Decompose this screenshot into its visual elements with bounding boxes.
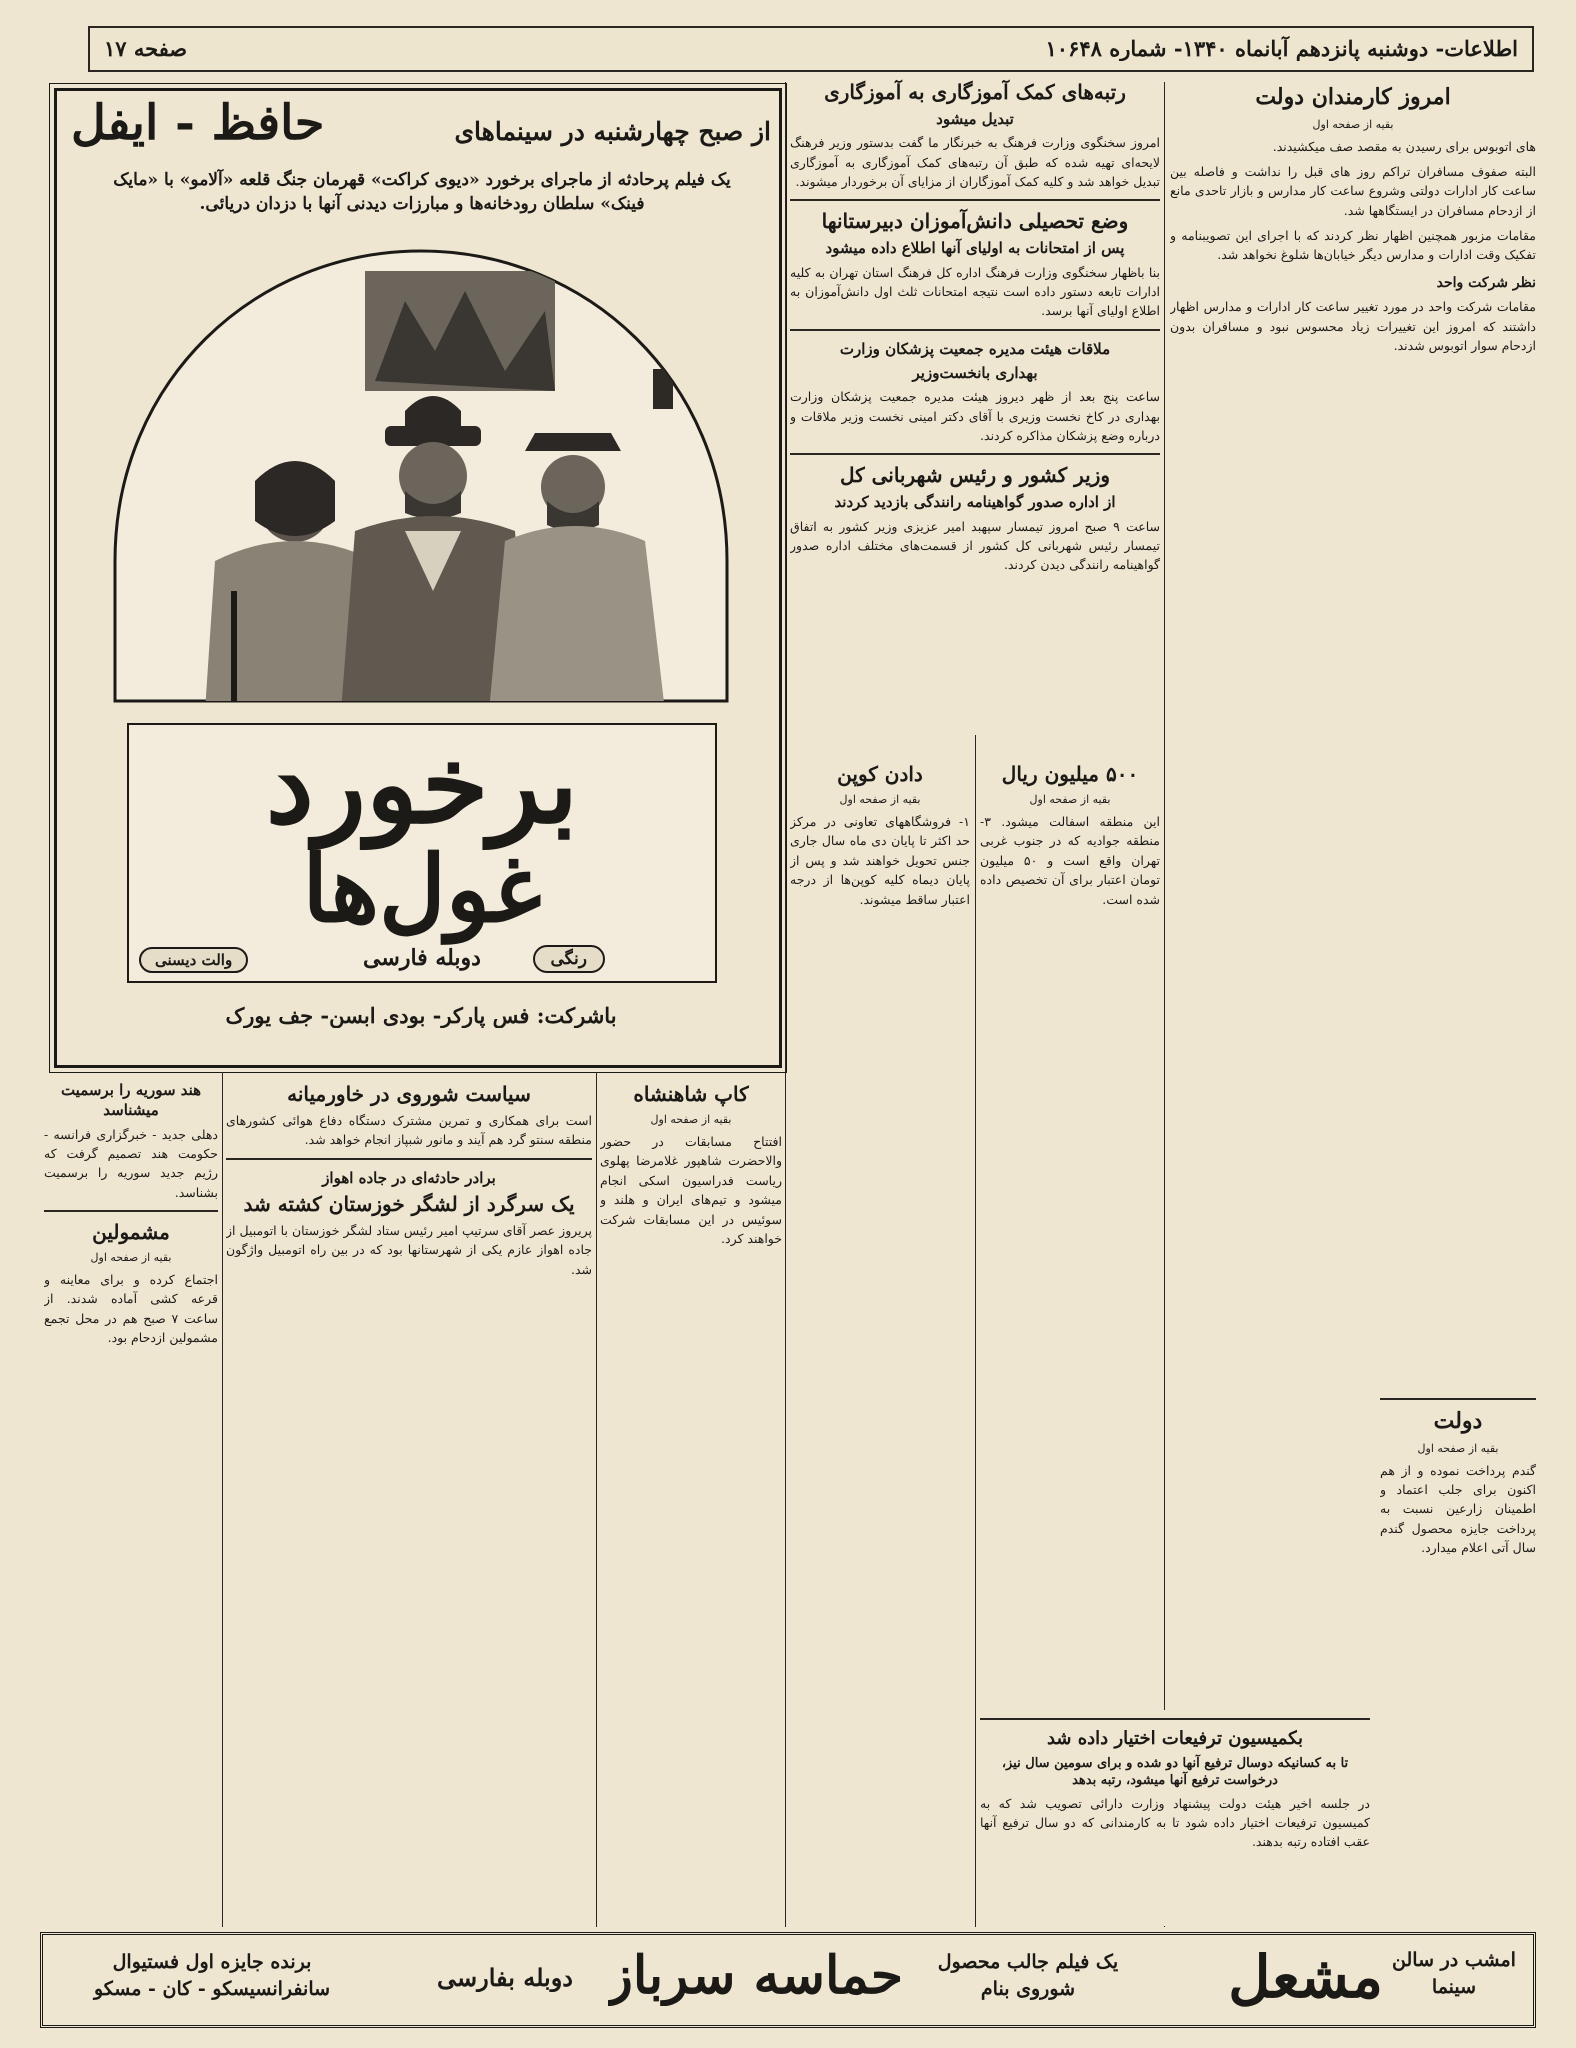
paragraph: ساعت پنج بعد از ظهر دیروز هیئت مدیره جمعیت پزشکان وزارت بهداری در کاخ نخست وزیری با آقای دکتر امینی نخست وزیر ملاقات و درباره وضع پزشکان مذاکره کردند. [790, 389, 1160, 443]
headline-students: وضع تحصیلی دانش‌آموزان دبیرستانها [821, 209, 1129, 234]
headline-coupon: دادن کوپن [837, 762, 923, 786]
headline-soviet: سیاست شوروی در خاورمیانه [287, 1082, 531, 1106]
headline-million: ۵۰۰ میلیون ریال [1001, 762, 1139, 786]
continued-label: بقیه از صفحه اول [839, 793, 921, 806]
commission-article [980, 1710, 1370, 1926]
headline-interior: وزیر کشور و رئیس شهربانی کل [839, 463, 1111, 488]
paragraph: ۱- فروشگاههای تعاونی در مرکز حد اکثر تا پایان دی ماه سال جاری جنس تحویل خواهند شد و پس از پایان دیماه کلیه کوپن‌ها از درجه اعتبار ساقط میشوند. [790, 814, 970, 907]
film-ad-description: یک فیلم پرحادثه از ماجرای برخورد «دیوی کراکت» قهرمان جنگ قلعه «آلامو» با «مایک فینک» سلطان رودخانه‌ها و مبارزات دیدنی آنها با دزدان دریائی. [113, 170, 731, 214]
continued-label: بقیه از صفحه اول [90, 1251, 172, 1264]
paragraph: دهلی جدید - خبرگزاری فرانسه - حکومت هند تصمیم گرفت که رژیم جدید سوریه را برسمیت بشناسد. [44, 1126, 218, 1200]
paragraph: امروز سخنگوی وزارت فرهنگ به خبرنگار ما گفت بدستور وزیر فرهنگ لایحه‌ای تهیه شده که طبق آن رتبه‌های کمک آموزگاری به آموزگاری تبدیل خواهد شد و کلیه کمک آموزگاران از مزایای آن برخوردار میشوند. [790, 135, 1160, 189]
paragraph: افتتاح مسابقات در حضور والاحضرت شاهپور غلامرضا پهلوی ریاست فدراسیون اسکی انجام میشود و تیم‌های ایران و هلند و سوئیس در این مسابقات شرکت خواهند کرد. [600, 1134, 782, 1246]
column-1-bottom [1380, 1390, 1536, 1910]
masthead [88, 26, 1534, 72]
paragraph: اجتماع کرده و برای معاینه و قرعه کشی آماده شدند. از ساعت ۷ صبح هم در محل تجمع مشمولین ازدحام بود. [44, 1272, 218, 1346]
film-title-box [127, 723, 717, 983]
paragraph: است برای همکاری و تمرین مشترک دستگاه دفاع هوائی کشورهای منطقه سنتو گرد هم آیند و مانور شبپاز انجام خواهد شد. [226, 1113, 592, 1148]
column-5 [226, 1080, 592, 1920]
subhead-students: پس از امتحانات به اولیای آنها اطلاع داده میشود [825, 239, 1125, 258]
column-1 [1170, 82, 1536, 1372]
continued-label: بقیه از صفحه اول [1417, 1441, 1499, 1455]
film-cast: باشرکت: فس پارکر- بودی ابسن- جف یورک [225, 1003, 617, 1028]
issue-line: اطلاعات- دوشنبه پانزدهم آبانماه ۱۳۴۰- شماره ۱۰۶۴۸ [1045, 36, 1518, 61]
paragraph: در جلسه اخیر هیئت دولت پیشنهاد وزارت دارائی تصویب شد که به کمیسیون ترفیعات اختیار داده شود تا به کارمندانی که دو سال ترفیع آنها عقب افتاده رتبه بدهند. [980, 1795, 1370, 1850]
column-2 [790, 78, 1160, 738]
film-title-line1: برخورد [265, 723, 579, 848]
headline-aid: رتبه‌های کمک آموزگاری به آموزگاری [824, 80, 1126, 104]
bottom-ad-film-desc: یک فیلم جالب محصول شوروی بنام [937, 1951, 1119, 2000]
paragraph: بنا باظهار سخنگوی وزارت فرهنگ اداره کل فرهنگ استان تهران به کلیه ادارات تابعه دستور داده است نتیجه امتحانات ثلث اول دانش‌آموزان به اطلاع اولیای آنها برسد. [790, 264, 1160, 319]
subhead-aid: تبدیل میشود [936, 110, 1014, 128]
headline-state: دولت [1433, 1408, 1483, 1434]
bottom-ad-dubbed: دوبله بفارسی [437, 1963, 573, 1992]
bottom-ad [40, 1932, 1536, 2028]
headline-syria: هند سوریه را برسمیت میشناسد [60, 1081, 202, 1120]
film-ad-cinemas: حافظ - ایفل [71, 101, 325, 151]
bottom-ad-tonight: امشب در سالن سینما [1392, 1949, 1516, 1998]
page-label: صفحه ۱۷ [104, 36, 188, 61]
continued-label: بقیه از صفحه اول [1029, 793, 1111, 806]
paragraph: مقامات شرکت واحد در مورد تغییر ساعت کار ادارات و مدارس اظهار داشتند که امروز این تغییرات زیاد محسوس نبود و مسافران بدون ازدحام سوار اتوبوس شدند. [1170, 299, 1536, 354]
paragraph: پریروز عصر آقای سرتیپ امیر رئیس ستاد لشگر خوزستان با اتومبیل از جاده اهواز عازم یکی از شهرستانها بود که در بین راه اتومبیل واژگون شد. [226, 1223, 592, 1277]
badge-system: والت دیسنی [139, 947, 248, 973]
paragraph: این منطقه اسفالت میشود. ۳- منطقه جوادیه که در جنوب غربی تهران واقع است و ۵۰ میلیون تومان اعتبار برای آن تخصیص داده شده است. [980, 814, 1160, 907]
paragraph: البته صفوف مسافران تراکم روز های قبل را نداشت و فاصله بین ساعت کار ادارات دولتی وشروع ساعت کار مدارس و بازار تاحدی مانع از ازدحام مسافران در ایستگاهها شد. [1170, 163, 1536, 218]
continued-label: بقیه از صفحه اول [650, 1113, 732, 1126]
column-6 [44, 1080, 218, 1920]
headline-cup: کاپ شاهنشاه [633, 1082, 749, 1106]
bottom-ad-award: برنده جایزه اول فستیوال سانفرانسیسکو - کان - مسکو [93, 1951, 331, 2000]
column-3b [980, 760, 1160, 1690]
paragraph: ساعت ۹ صبح امروز تیمسار سپهبد امیر عزیزی وزیر کشور به اتفاق تیمسار رئیس شهربانی کل کشور از قسمت‌های مختلف اداره صدور گواهینامه رانندگی دیدن کردند. [790, 518, 1160, 573]
headline-commission: بکمیسیون ترفیعات اختیار داده شد [1046, 1728, 1304, 1749]
badge-dubbed: دوبله فارسی [363, 945, 481, 971]
continued-label: بقیه از صفحه اول [1312, 117, 1394, 131]
subhead-interior: از اداره صدور گواهینامه رانندگی بازدید کردند [834, 493, 1116, 512]
subhead-doctors: بهداری بانخست‌وزیر [912, 364, 1038, 382]
headline-khuzestan: برادر حادثه‌ای در جاده اهواز [322, 1168, 496, 1187]
paragraph: های اتوبوس برای رسیدن به مقصد صف میکشیدند. [1272, 138, 1536, 154]
paragraph: مقامات مزبور همچنین اظهار نظر کردند که با اجرای این تصویبنامه و تفکیک وقت ادارات و مدارس دیگر خیابان‌ها شلوغ نخواهد شد. [1170, 228, 1536, 263]
film-ad [54, 88, 782, 1068]
headline-employees: امروز کارمندان دولت [1255, 84, 1451, 110]
headline-doctors: ملاقات هیئت مدیره جمعیت پزشکان وزارت [839, 339, 1111, 358]
subsection-heading: نظر شرکت واحد [1436, 274, 1536, 291]
badge-color: رنگی [533, 945, 606, 973]
film-ad-title-prefix: از صبح چهارشنبه در سینماهای [454, 117, 771, 146]
column-4 [600, 1080, 782, 1920]
film-title-line2: غول‌ها [302, 835, 542, 943]
column-3 [790, 760, 970, 1920]
headline-conscripts: مشمولین [92, 1220, 170, 1244]
subhead-khuzestan: یک سرگرد از لشگر خوزستان کشته شد [243, 1192, 575, 1216]
bottom-ad-film-title: حماسه سرباز [607, 1945, 903, 2006]
bottom-ad-cinema: مشعل [1228, 1943, 1383, 2011]
subhead-commission: تا به کسانیکه دوسال ترفیع آنها دو شده و برای سومین سال نیز، درخواست ترفیع آنها میشود، رتبه بدهد [1001, 1755, 1349, 1789]
film-still-photo [105, 231, 737, 711]
paragraph: گندم پرداخت نموده و از هم اکنون برای جلب اعتماد و اطمینان زارعین نسبت به پرداخت جایزه محصول گندم سال آتی اعلام میدارد. [1380, 1462, 1536, 1556]
